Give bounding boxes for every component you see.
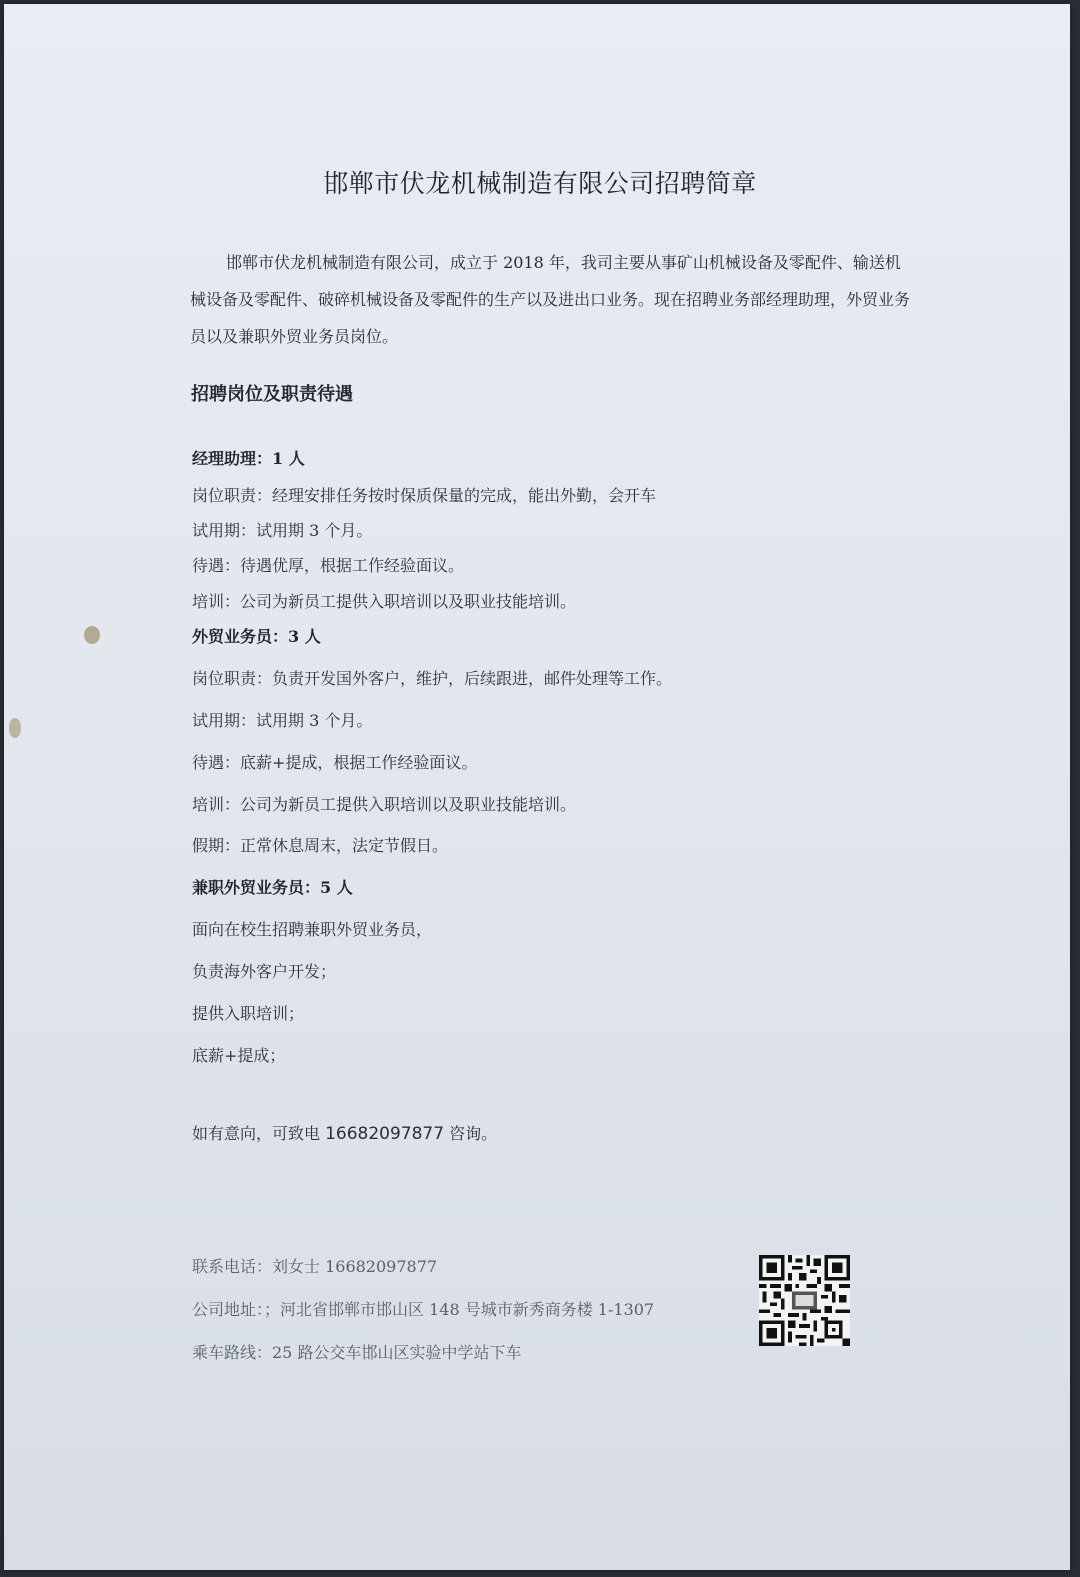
training-text: 培训：公司为新员工提供入职培训以及职业技能培训。 [192,592,577,611]
qr-code-icon [759,1253,850,1348]
duty-text: 岗位职责：经理安排任务按时保质保量的完成，能出外勤，会开车 [192,486,657,505]
stain-mark [84,626,100,644]
probation-text: 试用期：试用期 3 个月。 [192,521,373,540]
contact-suffix: 咨询。 [444,1124,498,1143]
holiday-text: 假期：正常休息周末，法定节假日。 [192,836,449,855]
part-time-line: 底薪+提成； [192,1046,286,1065]
footer-bus: 乘车路线：25 路公交车邯山区实验中学站下车 [192,1343,522,1362]
training-text: 培训：公司为新员工提供入职培训以及职业技能培训。 [192,795,577,814]
part-time-line: 负责海外客户开发； [192,962,337,981]
section-heading: 招聘岗位及职责待遇 [191,384,353,405]
pay-text: 待遇：底薪+提成，根据工作经验面议。 [192,753,478,772]
position-heading-part-time: 兼职外贸业务员：5 人 [192,878,353,897]
contact-phone: 16682097877 [325,1124,445,1144]
contact-line [192,1121,497,1144]
paper-sheet [4,4,1070,1570]
footer-address: 公司地址：；河北省邯郸市邯山区 148 号城市新秀商务楼 1-1307 [192,1300,655,1319]
position-heading-foreign-trade: 外贸业务员：3 人 [192,627,321,646]
contact-prefix: 如有意向，可致电 [192,1124,326,1143]
pay-text: 待遇：待遇优厚，根据工作经验面议。 [192,556,465,575]
stain-mark [9,718,21,738]
part-time-line: 提供入职培训； [192,1004,305,1023]
page-title: 邯郸市伏龙机械制造有限公司招聘简章 [323,169,757,198]
probation-text: 试用期：试用期 3 个月。 [192,711,373,730]
intro-paragraph: 邯郸市伏龙机械制造有限公司，成立于 2018 年，我司主要从事矿山机械设备及零配件、输送机械设备及零配件、破碎机械设备及零配件的生产以及进出口业务。现在招聘业务部经理助理，外贸业务员以及兼职外贸业务员岗位。 [190,253,911,346]
footer-tel: 联系电话：刘女士 16682097877 [192,1257,438,1276]
part-time-line: 面向在校生招聘兼职外贸业务员， [192,920,433,939]
duty-text: 岗位职责：负责开发国外客户，维护，后续跟进，邮件处理等工作。 [192,669,673,688]
position-heading-manager-assistant: 经理助理：1 人 [192,449,305,468]
